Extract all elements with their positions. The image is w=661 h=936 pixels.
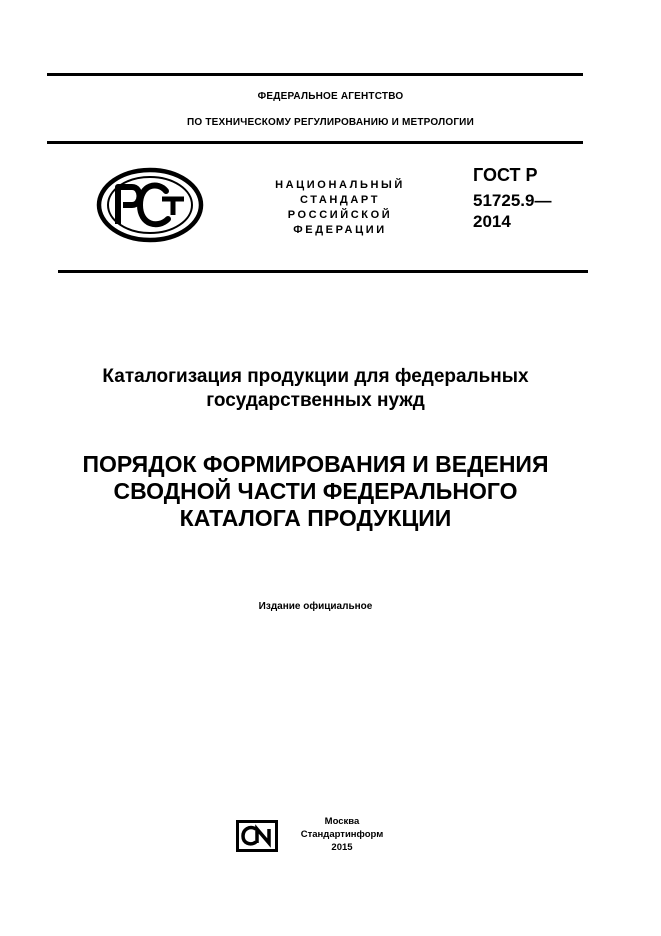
rst-certification-mark-icon bbox=[96, 167, 204, 243]
national-standard-block bbox=[255, 178, 425, 238]
subtitle-line-1: Каталогизация продукции для федеральных bbox=[102, 366, 529, 387]
gost-line-3: 2014 bbox=[473, 212, 511, 231]
subtitle-line-2: государственных нужд bbox=[206, 390, 425, 411]
title-line-2: СВОДНОЙ ЧАСТИ ФЕДЕРАЛЬНОГО bbox=[113, 478, 518, 504]
document-subtitle bbox=[0, 365, 646, 413]
standard-line-3: РОССИЙСКОЙ bbox=[287, 209, 393, 221]
standard-line-4: ФЕДЕРАЦИИ bbox=[293, 224, 387, 236]
agency-line-2: ПО ТЕХНИЧЕСКОМУ РЕГУЛИРОВАНИЮ И МЕТРОЛОГИИ bbox=[187, 117, 474, 128]
publisher-city: Москва bbox=[324, 816, 360, 827]
standard-line-1: НАЦИОНАЛЬНЫЙ bbox=[275, 179, 405, 191]
publisher-name: Стандартинформ bbox=[300, 829, 384, 840]
standartinform-logo-icon bbox=[235, 819, 279, 853]
standard-line-2: СТАНДАРТ bbox=[299, 194, 381, 206]
edition-label: Издание официальное bbox=[258, 601, 373, 612]
top-rule bbox=[47, 73, 583, 76]
agency-line-1: ФЕДЕРАЛЬНОЕ АГЕНТСТВО bbox=[257, 91, 404, 102]
title-line-1: ПОРЯДОК ФОРМИРОВАНИЯ И ВЕДЕНИЯ bbox=[82, 451, 549, 477]
gost-line-1: ГОСТ Р bbox=[473, 165, 538, 185]
rst-logo-text: РСТ bbox=[149, 241, 151, 242]
gost-line-2: 51725.9— bbox=[473, 191, 552, 210]
publisher-logo-text: СИ bbox=[256, 852, 258, 853]
document-title bbox=[0, 451, 646, 532]
publisher-block bbox=[282, 815, 402, 854]
header-rule bbox=[47, 141, 583, 144]
gost-number bbox=[473, 163, 551, 231]
title-line-3: КАТАЛОГА ПРОДУКЦИИ bbox=[179, 505, 452, 531]
standard-rule bbox=[58, 270, 588, 273]
publisher-year: 2015 bbox=[331, 842, 353, 853]
